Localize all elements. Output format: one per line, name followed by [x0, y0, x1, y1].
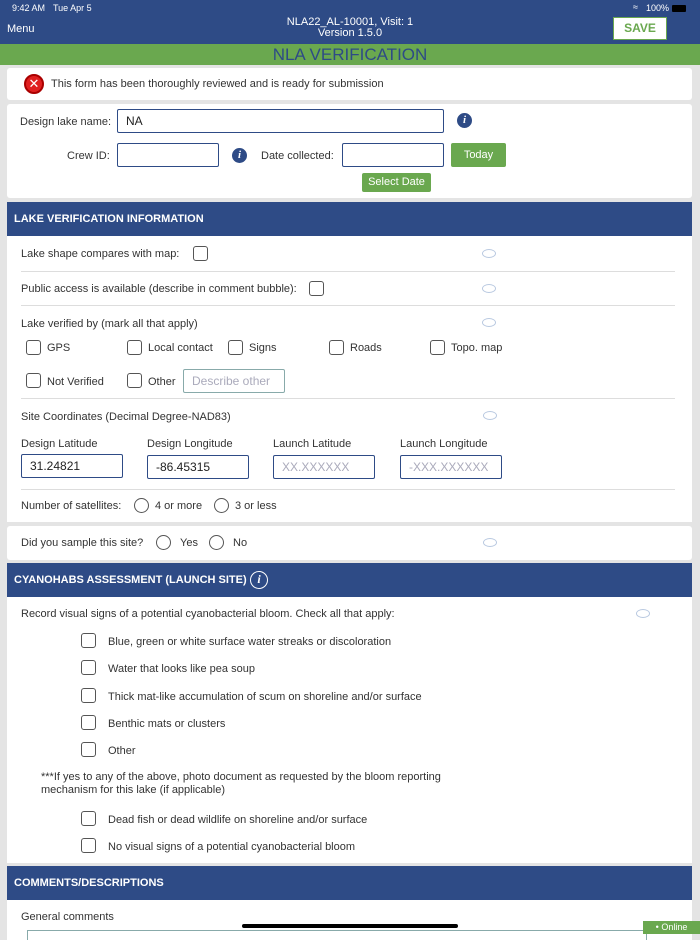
cyano-checkbox[interactable] — [81, 811, 96, 826]
comment-bubble-icon[interactable] — [483, 538, 497, 547]
cyano-option-label: Dead fish or dead wildlife on shoreline and/or surface — [108, 814, 368, 826]
not-verified-label: Not Verified — [47, 376, 104, 388]
cyanohabs-intro: Record visual signs of a potential cyanobacterial bloom. Check all that apply: — [21, 608, 395, 620]
public-access-label: Public access is available (describe in comment bubble): — [21, 283, 297, 295]
photo-note: ***If yes to any of the above, photo document as requested by the bloom reporting mechanism for this lake (if applicable) — [41, 771, 441, 796]
info-icon[interactable]: i — [232, 148, 247, 163]
cyano-option-label: Other — [108, 745, 136, 757]
launch-longitude-label: Launch Longitude — [400, 438, 488, 450]
cyano-option-label: Thick mat-like accumulation of scum on shoreline and/or surface — [108, 691, 422, 703]
comments-header: COMMENTS/DESCRIPTIONS — [7, 866, 692, 900]
info-icon[interactable]: i — [250, 571, 268, 589]
cyano-option-label: Benthic mats or clusters — [108, 718, 226, 730]
other-label: Other — [148, 376, 176, 388]
menu-button[interactable]: Menu — [7, 23, 35, 35]
save-button[interactable]: SAVE — [613, 17, 667, 40]
three-or-less-radio[interactable] — [214, 498, 229, 513]
design-latitude-input[interactable]: 31.24821 — [21, 454, 123, 478]
cyano-checkbox[interactable] — [81, 633, 96, 648]
verified-by-label: Lake verified by (mark all that apply) — [21, 318, 198, 330]
local-contact-label: Local contact — [148, 342, 213, 354]
cyano-checkbox[interactable] — [81, 715, 96, 730]
date-collected-input[interactable] — [342, 143, 444, 167]
battery-level: 100% — [646, 3, 670, 13]
satellites-label: Number of satellites: — [21, 500, 122, 512]
gps-checkbox[interactable] — [26, 340, 41, 355]
cyano-checkbox[interactable] — [81, 660, 96, 675]
select-date-button[interactable]: Select Date — [362, 173, 431, 192]
header-title: NLA22_AL-10001, Visit: 1 — [286, 16, 414, 28]
form-header-card — [7, 104, 692, 198]
four-or-more-radio[interactable] — [134, 498, 149, 513]
design-longitude-input[interactable]: -86.45315 — [147, 455, 249, 479]
not-verified-checkbox[interactable] — [26, 373, 41, 388]
site-coordinates-label: Site Coordinates (Decimal Degree-NAD83) — [21, 411, 231, 423]
notice-card — [7, 68, 692, 100]
error-icon: ✕ — [24, 74, 44, 94]
cyanohabs-header — [7, 563, 692, 597]
sample-label: Did you sample this site? — [21, 537, 144, 549]
comment-bubble-icon[interactable] — [482, 249, 496, 258]
public-access-checkbox[interactable] — [309, 281, 324, 296]
lake-verification-header: LAKE VERIFICATION INFORMATION — [7, 202, 692, 236]
cyano-option-label: No visual signs of a potential cyanobacterial bloom — [108, 841, 356, 853]
comment-bubble-icon[interactable] — [482, 284, 496, 293]
wifi-icon: • — [655, 922, 662, 932]
date-collected-label: Date collected: — [261, 150, 334, 162]
signs-checkbox[interactable] — [228, 340, 243, 355]
gps-label: GPS — [47, 342, 71, 354]
cyano-checkbox[interactable] — [81, 742, 96, 757]
sample-card — [7, 526, 692, 560]
describe-other-input[interactable]: Describe other — [183, 369, 285, 393]
top-bar — [0, 0, 700, 44]
lake-verification-card — [7, 236, 692, 522]
roads-checkbox[interactable] — [329, 340, 344, 355]
wifi-icon: ≈ — [633, 2, 638, 12]
header-version: Version 1.5.0 — [317, 27, 383, 39]
comment-bubble-icon[interactable] — [482, 318, 496, 327]
status-date: Tue Apr 5 — [53, 3, 92, 13]
lake-shape-label: Lake shape compares with map: — [21, 248, 180, 260]
status-time: 9:42 AM — [12, 3, 46, 13]
no-radio[interactable] — [209, 535, 224, 550]
comment-bubble-icon[interactable] — [636, 609, 650, 618]
lake-shape-checkbox[interactable] — [193, 246, 208, 261]
launch-longitude-input[interactable]: -XXX.XXXXXX — [400, 455, 502, 479]
crew-id-label: Crew ID: — [67, 150, 110, 162]
yes-label: Yes — [180, 537, 198, 549]
no-label: No — [233, 537, 248, 549]
today-button[interactable]: Today — [451, 143, 506, 167]
local-contact-checkbox[interactable] — [127, 340, 142, 355]
lake-name-label: Design lake name: — [20, 116, 112, 128]
roads-label: Roads — [350, 342, 382, 354]
three-or-less-label: 3 or less — [235, 500, 277, 512]
online-badge — [643, 921, 700, 934]
online-label: Online — [661, 922, 688, 932]
cyano-option-label: Blue, green or white surface water streaks or discoloration — [108, 636, 392, 648]
launch-latitude-label: Launch Latitude — [273, 438, 352, 450]
signs-label: Signs — [249, 342, 277, 354]
topo-map-checkbox[interactable] — [430, 340, 445, 355]
cyano-checkbox[interactable] — [81, 838, 96, 853]
comment-bubble-icon[interactable] — [483, 411, 497, 420]
design-latitude-label: Design Latitude — [21, 438, 98, 450]
crew-id-input[interactable] — [117, 143, 219, 167]
home-indicator — [242, 924, 458, 928]
general-comments-input[interactable] — [27, 930, 647, 940]
page-title: NLA VERIFICATION — [0, 44, 700, 65]
cyano-option-label: Water that looks like pea soup — [108, 663, 255, 675]
four-or-more-label: 4 or more — [155, 500, 203, 512]
general-comments-label: General comments — [21, 911, 114, 923]
design-longitude-label: Design Longitude — [147, 438, 233, 450]
info-icon[interactable]: i — [457, 113, 472, 128]
yes-radio[interactable] — [156, 535, 171, 550]
cyanohabs-title: CYANOHABS ASSESSMENT (LAUNCH SITE) — [14, 574, 247, 586]
cyano-checkbox[interactable] — [81, 688, 96, 703]
topo-map-label: Topo. map — [451, 342, 503, 354]
other-checkbox[interactable] — [127, 373, 142, 388]
battery-icon — [672, 5, 686, 12]
launch-latitude-input[interactable]: XX.XXXXXX — [273, 455, 375, 479]
lake-name-input[interactable]: NA — [117, 109, 444, 133]
notice-text: This form has been thoroughly reviewed and is ready for submission — [51, 78, 384, 90]
